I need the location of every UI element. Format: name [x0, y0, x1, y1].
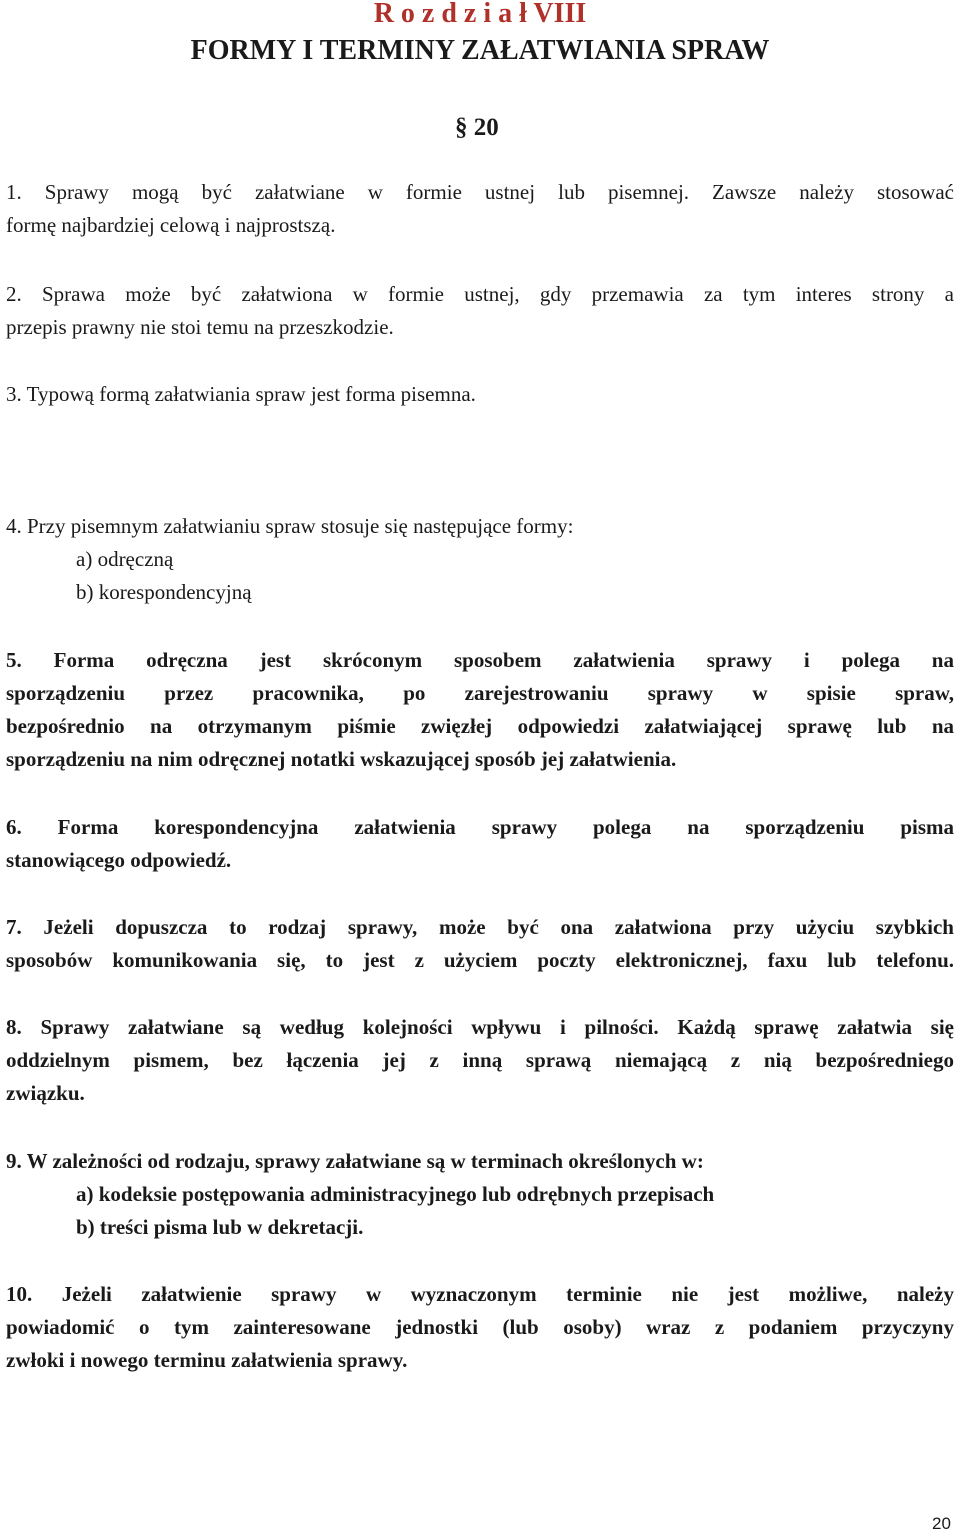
paragraph-line: sporządzeniu na nim odręcznej notatki wskazującej sposób jej załatwienia. [6, 747, 677, 771]
list-item: a) odręczną [76, 547, 174, 571]
page-number: 20 [932, 1514, 951, 1533]
paragraph-line: 6. Forma korespondencyjna załatwienia sprawy polega na sporządzeniu pisma [6, 815, 954, 839]
section-mark: § 20 [455, 114, 499, 141]
paragraph-line: 7. Jeżeli dopuszcza to rodzaj sprawy, może być ona załatwiona przy użyciu szybkich [6, 915, 954, 939]
chapter-label: R o z d z i a ł VIII [373, 0, 587, 29]
paragraph-line: zwłoki i nowego terminu załatwienia sprawy. [6, 1348, 408, 1372]
list-item: b) korespondencyjną [76, 580, 252, 604]
paragraph-8 [6, 1011, 954, 1110]
paragraph-line: sporządzeniu przez pracownika, po zarejestrowaniu sprawy w spisie spraw, [6, 681, 954, 705]
list-item: a) kodeksie postępowania administracyjnego lub odrębnych przepisach [76, 1182, 715, 1206]
paragraph-line: oddzielnym pismem, bez łączenia jej z inną sprawą niemającą z nią bezpośredniego [6, 1048, 954, 1072]
paragraph-1 [6, 176, 954, 242]
paragraph-line: 3. Typową formą załatwiania spraw jest forma pisemna. [6, 382, 476, 406]
paragraph-9 [6, 1145, 954, 1244]
paragraph-line: 10. Jeżeli załatwienie sprawy w wyznaczonym terminie nie jest możliwe, należy [6, 1282, 954, 1306]
paragraph-line: 4. Przy pisemnym załatwianiu spraw stosuje się następujące formy: [6, 514, 574, 538]
paragraph-4 [6, 510, 954, 609]
paragraph-3 [6, 378, 954, 411]
paragraph-line: przepis prawny nie stoi temu na przeszkodzie. [6, 315, 394, 339]
list-item: b) treści pisma lub w dekretacji. [76, 1215, 364, 1239]
paragraph-line: formę najbardziej celową i najprostszą. [6, 213, 336, 237]
paragraph-line: 2. Sprawa może być załatwiona w formie ustnej, gdy przemawia za tym interes strony a [6, 282, 954, 306]
paragraph-6 [6, 811, 954, 877]
paragraph-line: stanowiącego odpowiedź. [6, 848, 232, 872]
paragraph-line: bezpośrednio na otrzymanym piśmie zwięzłej odpowiedzi załatwiającej sprawę lub na [6, 714, 954, 738]
paragraph-line: powiadomić o tym zainteresowane jednostki (lub osoby) wraz z podaniem przyczyny [6, 1315, 954, 1339]
paragraph-7 [6, 911, 954, 977]
paragraph-2 [6, 278, 954, 344]
paragraph-line: sposobów komunikowania się, to jest z użyciem poczty elektronicznej, faxu lub telefonu. [6, 948, 954, 972]
paragraph-5 [6, 644, 954, 776]
paragraph-line: 8. Sprawy załatwiane są według kolejności wpływu i pilności. Każdą sprawę załatwia się [6, 1015, 954, 1039]
chapter-title: FORMY I TERMINY ZAŁATWIANIA SPRAW [190, 35, 770, 66]
paragraph-line: związku. [6, 1081, 85, 1105]
paragraph-line: 1. Sprawy mogą być załatwiane w formie ustnej lub pisemnej. Zawsze należy stosować [6, 180, 954, 204]
paragraph-10 [6, 1278, 954, 1377]
paragraph-line: 9. W zależności od rodzaju, sprawy załatwiane są w terminach określonych w: [6, 1149, 704, 1173]
paragraph-line: 5. Forma odręczna jest skróconym sposobem załatwienia sprawy i polega na [6, 648, 954, 672]
